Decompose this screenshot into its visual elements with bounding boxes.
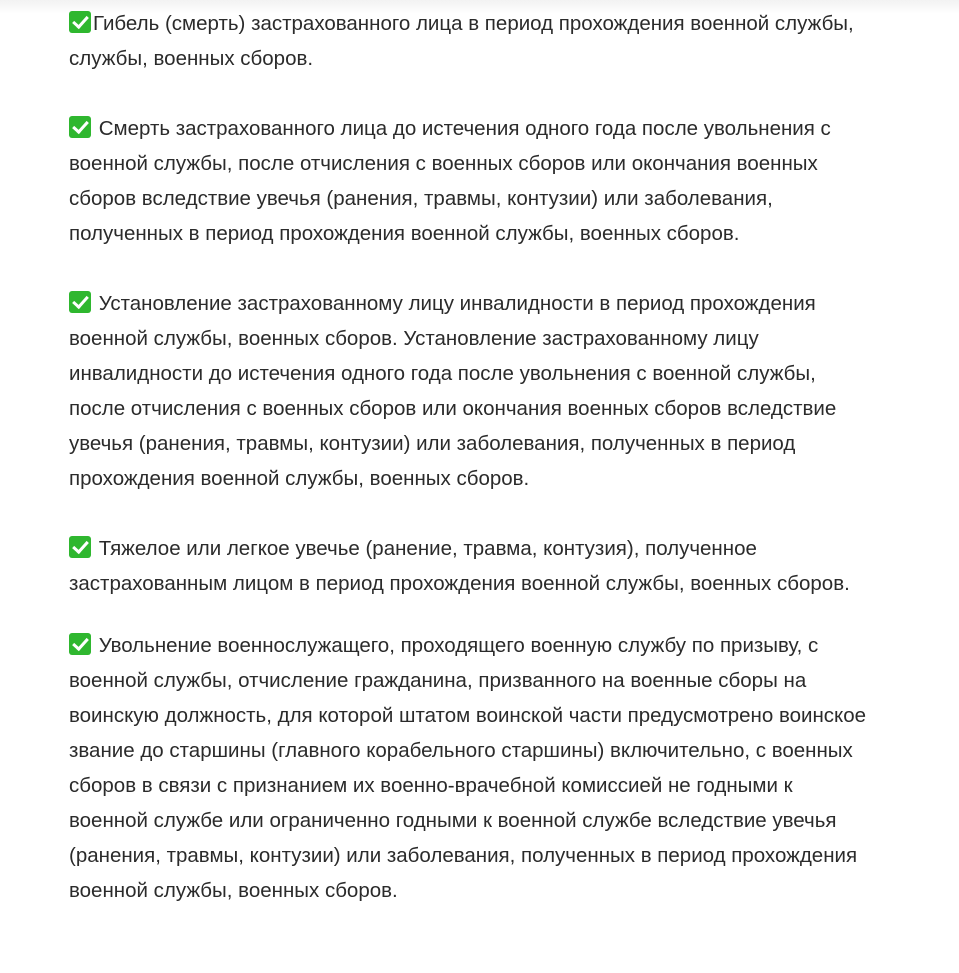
- list-item: [69, 286, 869, 496]
- list-item-text: Установление застрахованному лицу инвалидности в период прохождения военной службы, военных сборов. Установление застрахованному лицу инвалидности до истечения одного года после увольнения с военной службы, после отчисления с военных сборов или окончания военных сборов вследствие увечья (ранения, травмы, контузии) или заболевания, полученных в период прохождения военной службы, военных сборов.: [69, 292, 837, 490]
- check-mark-icon: [69, 633, 91, 655]
- list-item-text: Увольнение военнослужащего, проходящего военную службу по призыву, с военной службы, отчисление гражданина, призванного на военные сборы на воинскую должность, для которой штатом воинской части предусмотрено воинское звание до старшины (главного корабельного старшины) включительно, с военных сборов в связи с признанием их военно-врачебной комиссией не годными к военной службе или ограниченно годными к военной службе вследствие увечья (ранения, травмы, контузии) или заболевания, полученных в период прохождения военной службы, военных сборов.: [69, 634, 867, 902]
- list-item: [69, 628, 869, 908]
- check-mark-icon: [69, 291, 91, 313]
- list-item: [69, 6, 869, 76]
- list-item: [69, 111, 869, 251]
- list-item-text: Гибель (смерть) застрахованного лица в период прохождения военной службы, службы, военных сборов.: [69, 12, 854, 70]
- list-item-text: Смерть застрахованного лица до истечения одного года после увольнения с военной службы, после отчисления с военных сборов или окончания военных сборов вследствие увечья (ранения, травмы, контузии) или заболевания, полученных в период прохождения военной службы, военных сборов.: [69, 117, 831, 245]
- list-item-text: Тяжелое или легкое увечье (ранение, травма, контузия), полученное застрахованным лицом в период прохождения военной службы, военных сборов.: [69, 537, 850, 595]
- check-mark-icon: [69, 11, 91, 33]
- check-mark-icon: [69, 116, 91, 138]
- check-mark-icon: [69, 536, 91, 558]
- insurance-cases-list: [69, 6, 869, 908]
- list-item: [69, 531, 869, 601]
